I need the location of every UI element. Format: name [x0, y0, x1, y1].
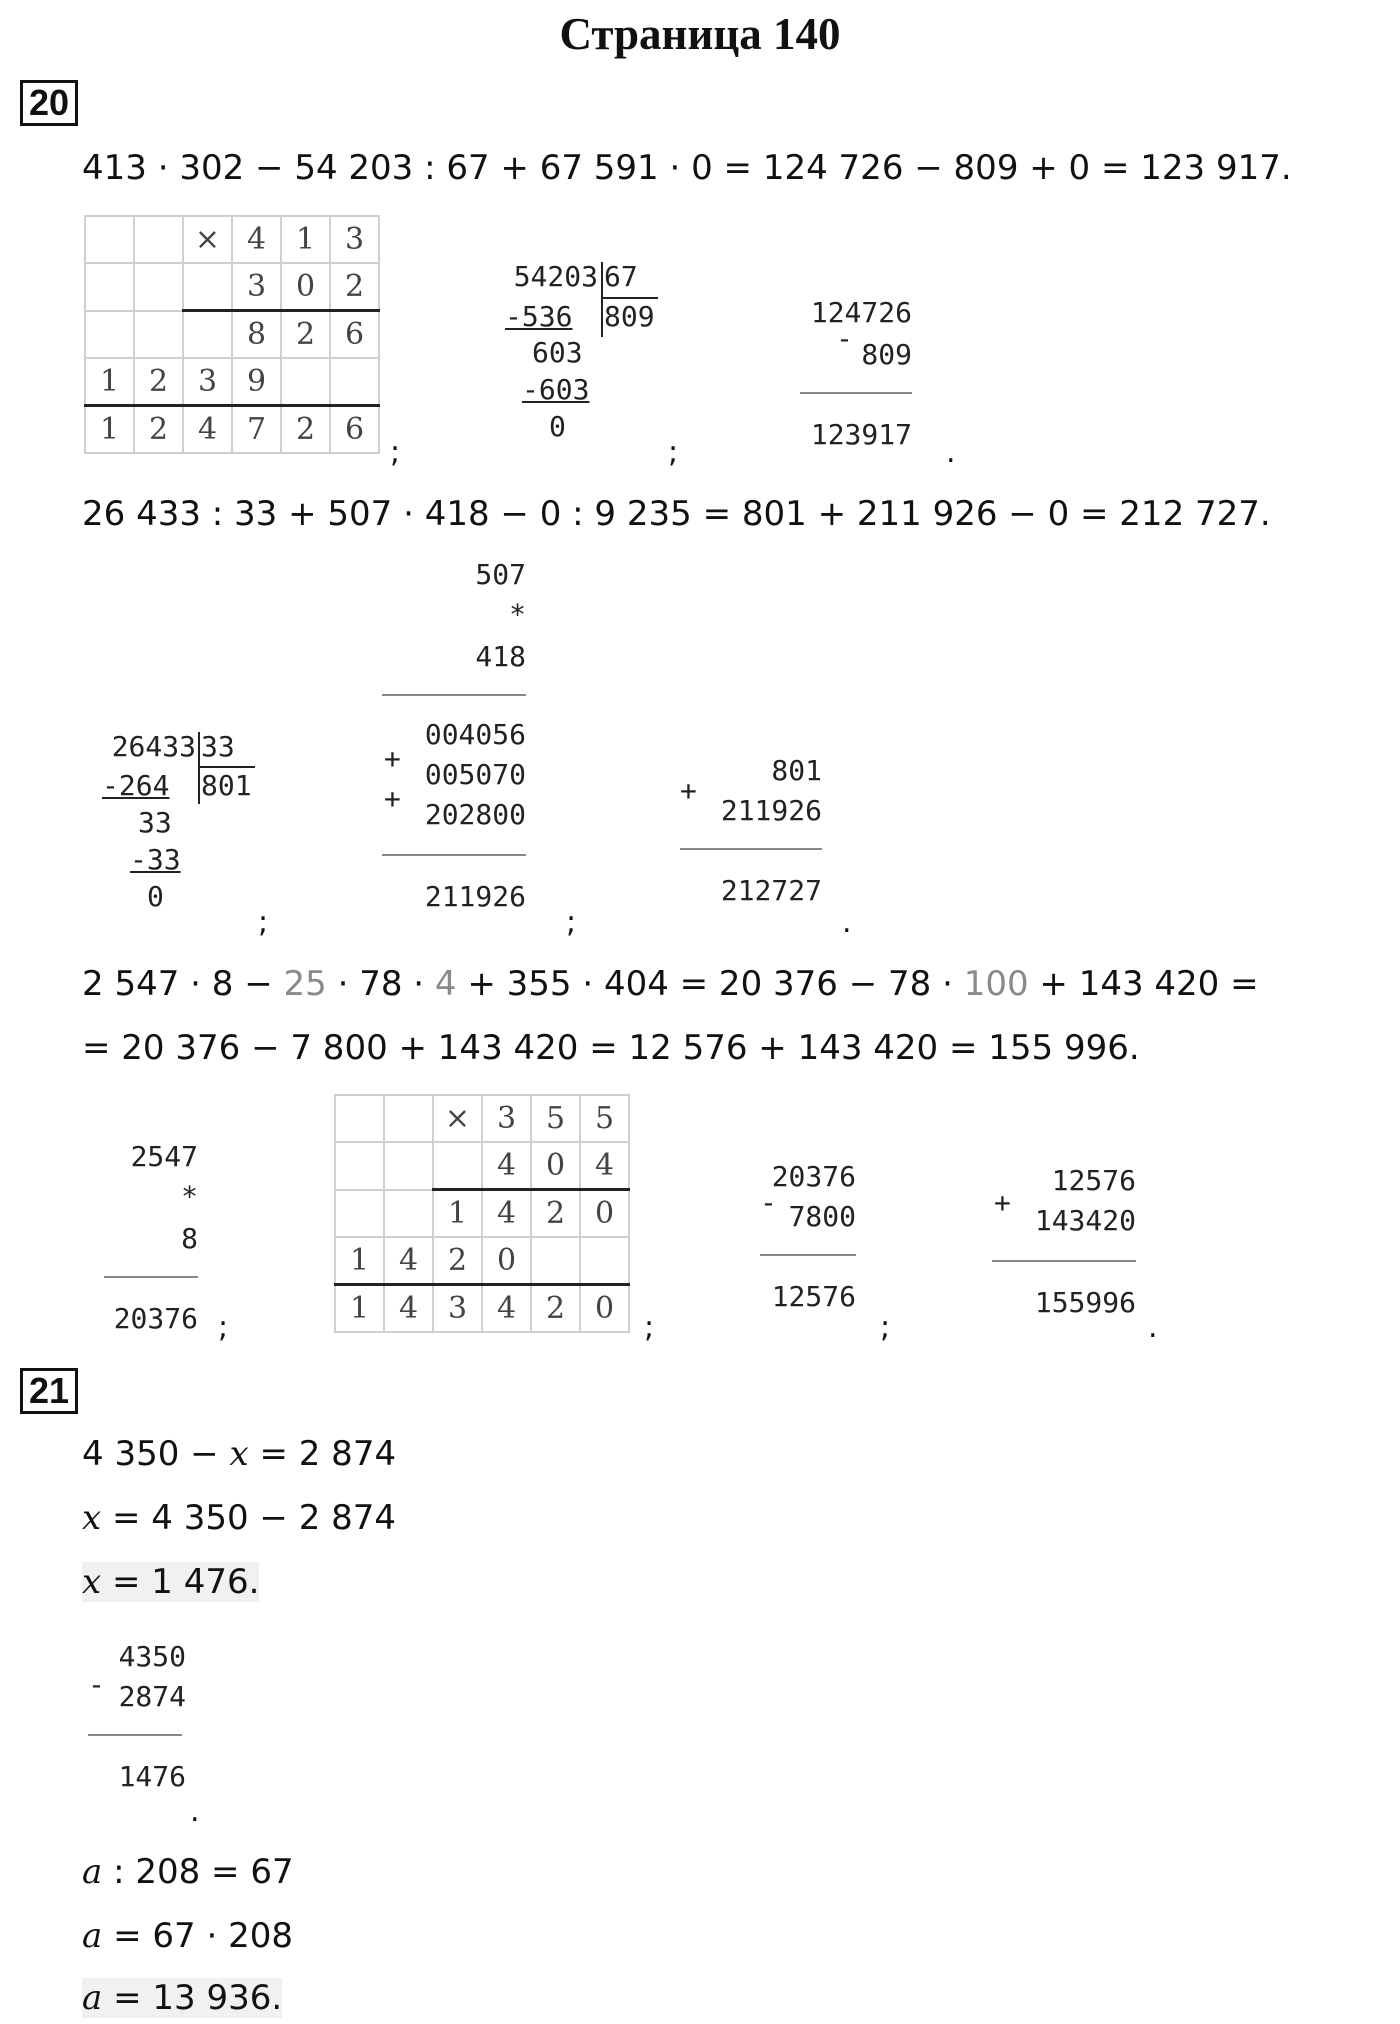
- grid-cell: [384, 1095, 433, 1142]
- partial-product-2: 005070: [424, 758, 526, 791]
- grid-cell: 0: [580, 1190, 629, 1238]
- addend-2: 211926: [720, 794, 822, 827]
- grid-row: [85, 406, 379, 454]
- equation-2: 26 433 : 33 + 507 · 418 − 0 : 9 235 = 801 + 211 926 − 0 = 212 727.: [82, 494, 1271, 534]
- dividend: 26433: [111, 730, 196, 763]
- minus-sign: -: [760, 1186, 777, 1219]
- grid-cell: 4: [384, 1237, 433, 1285]
- subtrahend-1: -536: [505, 300, 573, 333]
- grid-cell: 2: [134, 406, 183, 454]
- equation-3: 2 547 · 8 − 25 · 78 · 4 + 355 · 404 = 20 376 − 78 · 100 + 143 420 =: [82, 964, 1259, 1004]
- grid-row: [85, 216, 379, 263]
- minuend: 20376: [771, 1160, 856, 1193]
- grid-cell: 6: [330, 311, 379, 359]
- grid-cell: 2: [531, 1285, 580, 1333]
- grid-row: [335, 1142, 629, 1190]
- difference: 12576: [771, 1280, 856, 1313]
- grid-cell: [183, 311, 232, 359]
- product: 211926: [424, 880, 526, 913]
- separator-semicolon: ;: [644, 1310, 655, 1345]
- multiplication-grid-413x302: [84, 215, 380, 454]
- product: 20376: [113, 1302, 198, 1335]
- grid-cell: 8: [232, 311, 281, 359]
- problem-20-number: 20: [20, 80, 78, 126]
- grid-cell: [281, 358, 330, 406]
- multiplication-grid-355x404: [334, 1094, 630, 1333]
- grid-cell: 4: [183, 406, 232, 454]
- answer-x: x = 1 476.: [82, 1562, 260, 1602]
- separator-semicolon: ;: [218, 1310, 229, 1345]
- addend-1: 801: [771, 754, 822, 787]
- grid-cell: 3: [482, 1095, 531, 1142]
- grid-cell: [183, 263, 232, 311]
- grid-row: [335, 1190, 629, 1238]
- separator-period: .: [946, 435, 956, 470]
- factor-1: 2547: [130, 1140, 198, 1173]
- grid-cell: 0: [281, 263, 330, 311]
- sum: 155996: [1034, 1286, 1136, 1319]
- grid-cell: 4: [482, 1190, 531, 1238]
- separator-semicolon: ;: [258, 905, 269, 940]
- separator-period: .: [190, 1794, 200, 1829]
- difference: 1476: [118, 1760, 186, 1793]
- grid-cell: 4: [384, 1285, 433, 1333]
- grid-row: [85, 263, 379, 311]
- multiply-sign: *: [509, 598, 526, 631]
- addend-1: 12576: [1051, 1164, 1136, 1197]
- equation-21-2: x = 4 350 − 2 874: [82, 1498, 397, 1538]
- grid-cell: 5: [580, 1095, 629, 1142]
- problem-21-number: 21: [20, 1368, 78, 1414]
- addend-2: 143420: [1034, 1204, 1136, 1237]
- grid-cell: 0: [580, 1285, 629, 1333]
- factor-2: 8: [181, 1222, 198, 1255]
- grid-cell: ×: [433, 1095, 482, 1142]
- grid-cell: 1: [85, 358, 134, 406]
- sum: 212727: [720, 874, 822, 907]
- quotient: 809: [604, 300, 655, 333]
- separator-period: .: [1148, 1310, 1158, 1345]
- factor-2: 418: [475, 640, 526, 673]
- grid-cell: 4: [580, 1142, 629, 1190]
- grid-cell: [335, 1095, 384, 1142]
- subtrahend: 2874: [118, 1680, 186, 1713]
- subtrahend: 809: [861, 338, 912, 371]
- equation-21-5: a = 67 · 208: [82, 1916, 293, 1956]
- grid-cell: [384, 1142, 433, 1190]
- grid-cell: 7: [232, 406, 281, 454]
- grid-row: [85, 311, 379, 359]
- partial-product-1: 004056: [424, 718, 526, 751]
- separator-semicolon: ;: [880, 1310, 891, 1345]
- grid-cell: 6: [330, 406, 379, 454]
- multiply-sign: *: [181, 1180, 198, 1213]
- divisor: 33: [201, 730, 235, 763]
- subtrahend-2: -603: [522, 373, 590, 406]
- separator-semicolon: ;: [566, 905, 577, 940]
- minuend: 4350: [118, 1640, 186, 1673]
- remainder-2: 0: [147, 880, 164, 913]
- dividend: 54203: [513, 260, 598, 293]
- grid-cell: 2: [281, 406, 330, 454]
- grid-cell: 2: [281, 311, 330, 359]
- grid-cell: [134, 216, 183, 263]
- grid-cell: [335, 1142, 384, 1190]
- grid-cell: [85, 263, 134, 311]
- grid-cell: 1: [281, 216, 330, 263]
- partial-product-3: 202800: [424, 798, 526, 831]
- grid-cell: [335, 1190, 384, 1238]
- grid-row: [85, 358, 379, 406]
- grid-cell: [531, 1237, 580, 1285]
- grid-cell: [134, 311, 183, 359]
- equation-21-1: 4 350 − x = 2 874: [82, 1434, 397, 1474]
- grid-cell: [330, 358, 379, 406]
- grid-cell: 2: [134, 358, 183, 406]
- factor-1: 507: [475, 558, 526, 591]
- plus-sign: +: [384, 782, 401, 815]
- remainder-1: 603: [532, 336, 583, 369]
- grid-cell: 1: [433, 1190, 482, 1238]
- equation-4: = 20 376 − 7 800 + 143 420 = 12 576 + 143 420 = 155 996.: [82, 1028, 1140, 1068]
- grid-cell: [134, 263, 183, 311]
- page-title: Страница 140: [559, 9, 841, 59]
- minus-sign: -: [88, 1668, 105, 1701]
- separator-semicolon: ;: [668, 435, 679, 470]
- grid-cell: 4: [482, 1142, 531, 1190]
- subtrahend: 7800: [788, 1200, 856, 1233]
- separator-period: .: [842, 905, 852, 940]
- remainder-2: 0: [549, 410, 566, 443]
- equation-1: 413 · 302 − 54 203 : 67 + 67 591 · 0 = 124 726 − 809 + 0 = 123 917.: [82, 148, 1292, 188]
- answer-a: a = 13 936.: [82, 1978, 283, 2018]
- grid-row: [335, 1285, 629, 1333]
- grid-cell: 4: [482, 1285, 531, 1333]
- grid-row: [335, 1237, 629, 1285]
- quotient: 801: [201, 769, 252, 802]
- grid-cell: 3: [433, 1285, 482, 1333]
- remainder-1: 33: [138, 806, 172, 839]
- equation-21-4: a : 208 = 67: [82, 1852, 294, 1892]
- grid-cell: 2: [330, 263, 379, 311]
- grid-cell: 2: [433, 1237, 482, 1285]
- grid-cell: 1: [335, 1237, 384, 1285]
- separator-semicolon: ;: [390, 435, 401, 470]
- grid-cell: 0: [482, 1237, 531, 1285]
- grid-cell: 9: [232, 358, 281, 406]
- grid-cell: ×: [183, 216, 232, 263]
- grid-cell: 0: [531, 1142, 580, 1190]
- grid-cell: 3: [232, 263, 281, 311]
- grid-cell: [384, 1190, 433, 1238]
- subtrahend-2: -33: [130, 843, 181, 876]
- plus-sign: +: [680, 774, 697, 807]
- plus-sign: +: [994, 1186, 1011, 1219]
- grid-cell: [580, 1237, 629, 1285]
- grid-cell: [85, 216, 134, 263]
- divisor: 67: [604, 260, 638, 293]
- grid-row: [335, 1095, 629, 1142]
- minuend: 124726: [810, 296, 912, 329]
- grid-cell: [85, 311, 134, 359]
- grid-cell: 3: [183, 358, 232, 406]
- difference: 123917: [810, 418, 912, 451]
- minus-sign: -: [836, 322, 853, 355]
- grid-cell: 5: [531, 1095, 580, 1142]
- grid-cell: 2: [531, 1190, 580, 1238]
- plus-sign: +: [384, 742, 401, 775]
- grid-cell: 1: [335, 1285, 384, 1333]
- grid-cell: 3: [330, 216, 379, 263]
- subtrahend-1: -264: [102, 769, 170, 802]
- grid-cell: 1: [85, 406, 134, 454]
- grid-cell: 4: [232, 216, 281, 263]
- grid-cell: [433, 1142, 482, 1190]
